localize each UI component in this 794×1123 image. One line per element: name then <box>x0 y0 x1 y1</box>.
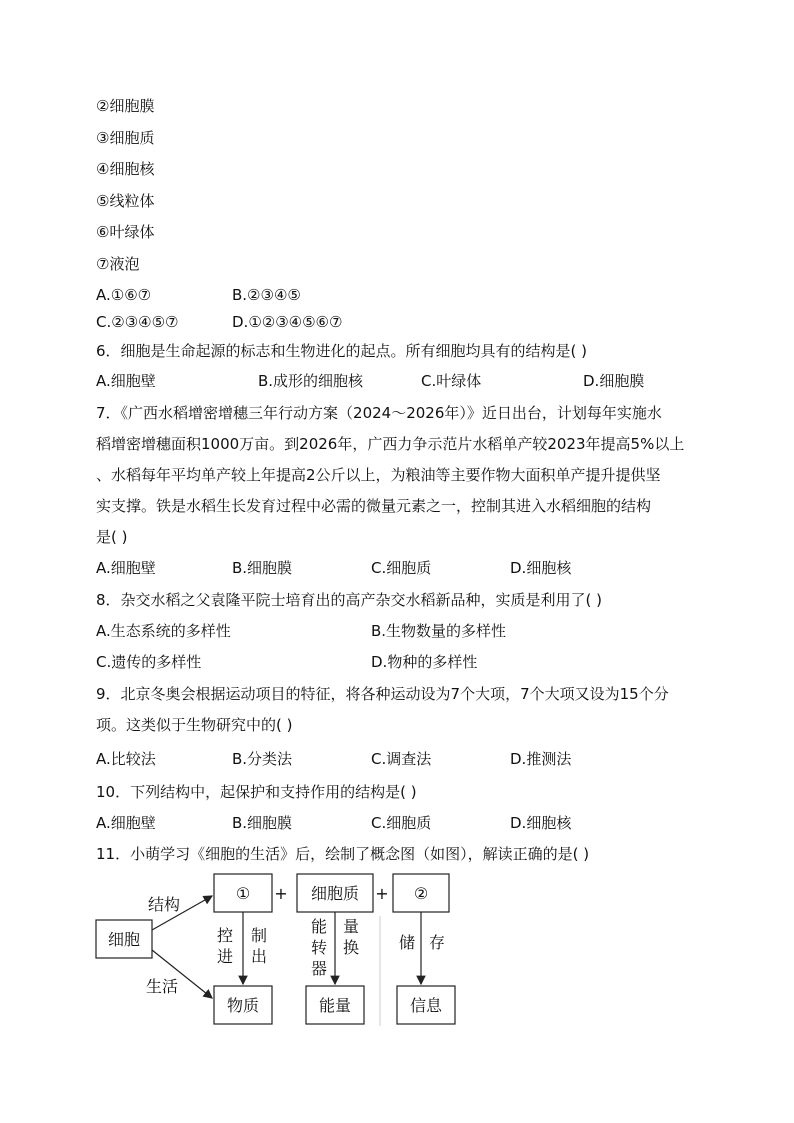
make-text: 出 <box>250 947 268 966</box>
structure-label: 结构 <box>148 895 181 914</box>
q7-option-c: C.细胞质 <box>371 559 432 577</box>
life-label: 生活 <box>146 977 179 996</box>
q7-stem-line: 实支撑。铁是水稻生长发育过程中必需的微量元素之一，控制其进入水稻细胞的结构 <box>96 497 652 515</box>
q7-stem-line: 是( ) <box>96 528 128 546</box>
save-text: 存 <box>428 933 446 952</box>
q9-option-b: B.分类法 <box>232 750 293 768</box>
q5-option-d: D.①②③④⑤⑥⑦ <box>232 313 343 331</box>
q7-option-b: B.细胞膜 <box>232 559 293 577</box>
q9-option-d: D.推测法 <box>510 750 572 768</box>
q9-option-c: C.调查法 <box>371 750 432 768</box>
q5-option-a: A.①⑥⑦ <box>96 286 152 304</box>
q6-stem: 6．细胞是生命起源的标志和生物进化的起点。所有细胞均具有的结构是( ) <box>96 342 588 360</box>
q6-option-b: B.成形的细胞核 <box>258 372 364 390</box>
make-text: 制 <box>250 926 268 945</box>
q10-option-b: B.细胞膜 <box>232 814 293 832</box>
q6-option-d: D.细胞膜 <box>583 372 645 390</box>
exchange-text: 换 <box>342 938 360 957</box>
q10-option-c: C.细胞质 <box>371 814 432 832</box>
list-item: ②细胞膜 <box>96 97 155 115</box>
q8-option-a: A.生态系统的多样性 <box>96 622 231 640</box>
box-1-label: ① <box>235 884 251 903</box>
converter-text: 转 <box>310 938 328 957</box>
q8-option-d: D.物种的多样性 <box>371 653 478 671</box>
q6-option-a: A.细胞壁 <box>96 372 156 390</box>
q9-option-a: A.比较法 <box>96 750 156 768</box>
q10-option-a: A.细胞壁 <box>96 814 156 832</box>
plus-sign: + <box>375 884 389 903</box>
q6-option-c: C.叶绿体 <box>421 372 482 390</box>
list-item: ⑦液泡 <box>96 255 140 273</box>
q8-option-c: C.遗传的多样性 <box>96 653 202 671</box>
cell-label: 细胞 <box>107 930 141 949</box>
q7-option-a: A.细胞壁 <box>96 559 156 577</box>
control-text: 进 <box>216 947 234 966</box>
list-item: ④细胞核 <box>96 160 155 178</box>
q7-option-d: D.细胞核 <box>510 559 572 577</box>
plus-sign: + <box>274 884 288 903</box>
q9-stem-line: 项。这类似于生物研究中的( ) <box>96 716 293 734</box>
q7-stem-line: 、水稻每年平均单产较上年提高2公斤以上，为粮油等主要作物大面积单产提升提供坚 <box>96 466 661 484</box>
q10-stem: 10．下列结构中，起保护和支持作用的结构是( ) <box>96 783 417 801</box>
cytoplasm-label: 细胞质 <box>310 884 360 903</box>
list-item: ⑥叶绿体 <box>96 223 155 241</box>
q5-option-b: B.②③④⑤ <box>232 286 301 304</box>
list-item: ⑤线粒体 <box>96 192 155 210</box>
exchange-text: 量 <box>342 917 360 936</box>
converter-text: 器 <box>310 959 328 978</box>
q7-stem-line: 7．《广西水稻增密增穗三年行动方案（2024～2026年）》近日出台，计划每年实施水 <box>96 404 662 422</box>
q10-option-d: D.细胞核 <box>510 814 572 832</box>
list-item: ③细胞质 <box>96 129 155 147</box>
q5-option-c: C.②③④⑤⑦ <box>96 313 179 331</box>
matter-label: 物质 <box>226 996 260 1015</box>
energy-label: 能量 <box>318 996 352 1015</box>
converter-text: 能 <box>310 917 328 936</box>
q9-stem-line: 9．北京冬奥会根据运动项目的特征，将各种运动设为7个大项，7个大项又设为15个分 <box>96 685 669 703</box>
store-text: 储 <box>398 933 416 952</box>
q8-stem: 8．杂交水稻之父袁隆平院士培育出的高产杂交水稻新品种，实质是利用了( ) <box>96 591 603 609</box>
q8-option-b: B.生物数量的多样性 <box>371 622 507 640</box>
box-2-label: ② <box>413 884 429 903</box>
concept-diagram <box>90 866 470 1036</box>
q11-stem: 11．小萌学习《细胞的生活》后，绘制了概念图（如图），解读正确的是( ) <box>96 845 590 863</box>
info-label: 信息 <box>409 996 443 1015</box>
q7-stem-line: 稻增密增穗面积1000万亩。到2026年，广西力争示范片水稻单产较2023年提高5%以上 <box>96 435 685 453</box>
control-text: 控 <box>216 926 234 945</box>
